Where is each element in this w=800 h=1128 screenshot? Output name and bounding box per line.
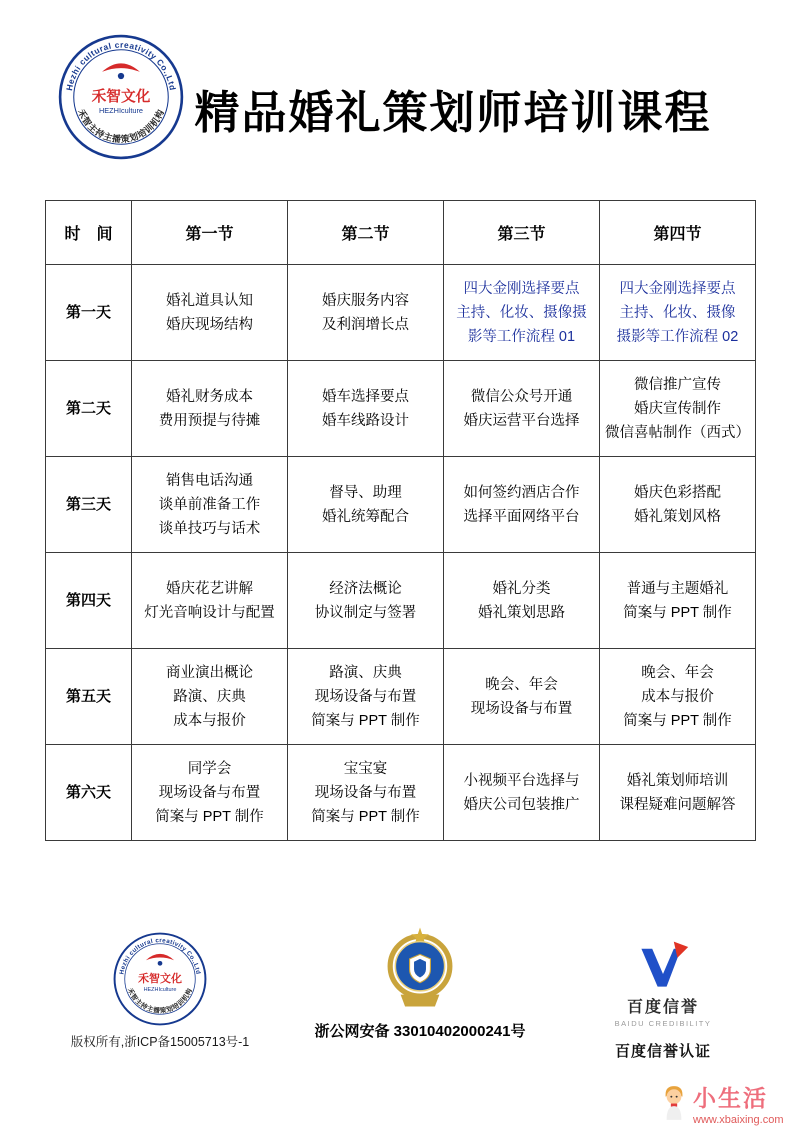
column-header: 第三节	[444, 201, 600, 265]
course-table	[45, 200, 756, 841]
police-badge-icon	[382, 926, 458, 1014]
watermark-site-name: 小生活	[693, 1085, 768, 1111]
course-cell: 经济法概论 协议制定与签署	[288, 553, 444, 649]
day-label: 第六天	[46, 745, 132, 841]
mascot-icon	[660, 1084, 688, 1122]
table-row	[46, 361, 756, 457]
course-cell: 督导、助理 婚礼统筹配合	[288, 457, 444, 553]
baidu-title: 百度信誉	[626, 999, 699, 1016]
course-cell: 销售电话沟通 谈单前准备工作 谈单技巧与话术	[132, 457, 288, 553]
course-table-body	[46, 265, 756, 841]
logo-arc-top-text: Hezhi cultural creativity Co.,Ltd	[118, 937, 202, 975]
police-record-block	[300, 926, 540, 1041]
baidu-credibility-block	[588, 938, 738, 1061]
course-cell: 婚礼财务成本 费用预提与待摊	[132, 361, 288, 457]
hezhi-logo	[58, 34, 184, 160]
course-cell: 小视频平台选择与 婚庆公司包装推广	[444, 745, 600, 841]
logo-dot-icon	[158, 961, 163, 966]
course-cell: 如何签约酒店合作 选择平面网络平台	[444, 457, 600, 553]
day-label: 第五天	[46, 649, 132, 745]
watermark-site-url: www.xbaixing.com	[693, 1114, 784, 1126]
course-cell: 四大金刚选择要点 主持、化妆、摄像 摄影等工作流程 02	[600, 265, 756, 361]
course-cell: 微信推广宣传 婚庆宣传制作 微信喜帖制作（西式）	[600, 361, 756, 457]
column-header: 时 间	[46, 201, 132, 265]
day-label: 第三天	[46, 457, 132, 553]
course-cell: 四大金刚选择要点 主持、化妆、摄像摄 影等工作流程 01	[444, 265, 600, 361]
course-cell: 婚庆服务内容 及利润增长点	[288, 265, 444, 361]
course-cell: 宝宝宴 现场设备与布置 简案与 PPT 制作	[288, 745, 444, 841]
course-cell: 婚庆色彩搭配 婚礼策划风格	[600, 457, 756, 553]
logo-dot-icon	[118, 73, 124, 79]
course-cell: 路演、庆典 现场设备与布置 简案与 PPT 制作	[288, 649, 444, 745]
logo-arc-bottom-text: 禾智主持主播策划培训机构	[76, 107, 166, 145]
course-cell: 普通与主题婚礼 简案与 PPT 制作	[600, 553, 756, 649]
logo-name-en: HEZHIculture	[99, 105, 143, 115]
table-row	[46, 649, 756, 745]
copyright-text: 版权所有,浙ICP备15005713号-1	[70, 1035, 250, 1049]
course-cell: 婚礼策划师培训 课程疑难问题解答	[600, 745, 756, 841]
police-record-text: 浙公网安备 33010402000241号	[314, 1023, 526, 1040]
course-table-head-row	[46, 201, 756, 265]
table-row	[46, 745, 756, 841]
logo-arc-top-text: Hezhi cultural creativity Co.,Ltd	[64, 39, 178, 92]
course-cell: 晚会、年会 成本与报价 简案与 PPT 制作	[600, 649, 756, 745]
column-header: 第一节	[132, 201, 288, 265]
footer-logo-block	[55, 932, 265, 1050]
course-cell: 婚礼道具认知 婚庆现场结构	[132, 265, 288, 361]
baidu-credibility-icon	[636, 938, 690, 992]
course-cell: 微信公众号开通 婚庆运营平台选择	[444, 361, 600, 457]
watermark	[660, 1080, 783, 1126]
logo-name-en: HEZHIculture	[143, 986, 177, 993]
page-title: 精品婚礼策划师培训课程	[194, 86, 712, 139]
watermark-text-block	[693, 1080, 783, 1126]
table-row	[46, 553, 756, 649]
course-cell: 晚会、年会 现场设备与布置	[444, 649, 600, 745]
table-row	[46, 457, 756, 553]
logo-arc-bottom-text: 禾智主持主播策划培训机构	[125, 987, 195, 1015]
hezhi-logo-footer	[113, 932, 207, 1026]
course-cell: 婚车选择要点 婚车线路设计	[288, 361, 444, 457]
table-row	[46, 265, 756, 361]
logo-name-cn: 禾智文化	[91, 89, 151, 106]
course-cell: 婚礼分类 婚礼策划思路	[444, 553, 600, 649]
logo-name-cn: 禾智文化	[138, 973, 182, 986]
course-cell: 商业演出概论 路演、庆典 成本与报价	[132, 649, 288, 745]
day-label: 第一天	[46, 265, 132, 361]
column-header: 第四节	[600, 201, 756, 265]
baidu-cert-text: 百度信誉认证	[614, 1043, 711, 1060]
baidu-subtitle: BAIDU CREDIBILITY	[614, 1019, 712, 1028]
day-label: 第二天	[46, 361, 132, 457]
course-cell: 婚庆花艺讲解 灯光音响设计与配置	[132, 553, 288, 649]
column-header: 第二节	[288, 201, 444, 265]
course-cell: 同学会 现场设备与布置 简案与 PPT 制作	[132, 745, 288, 841]
day-label: 第四天	[46, 553, 132, 649]
